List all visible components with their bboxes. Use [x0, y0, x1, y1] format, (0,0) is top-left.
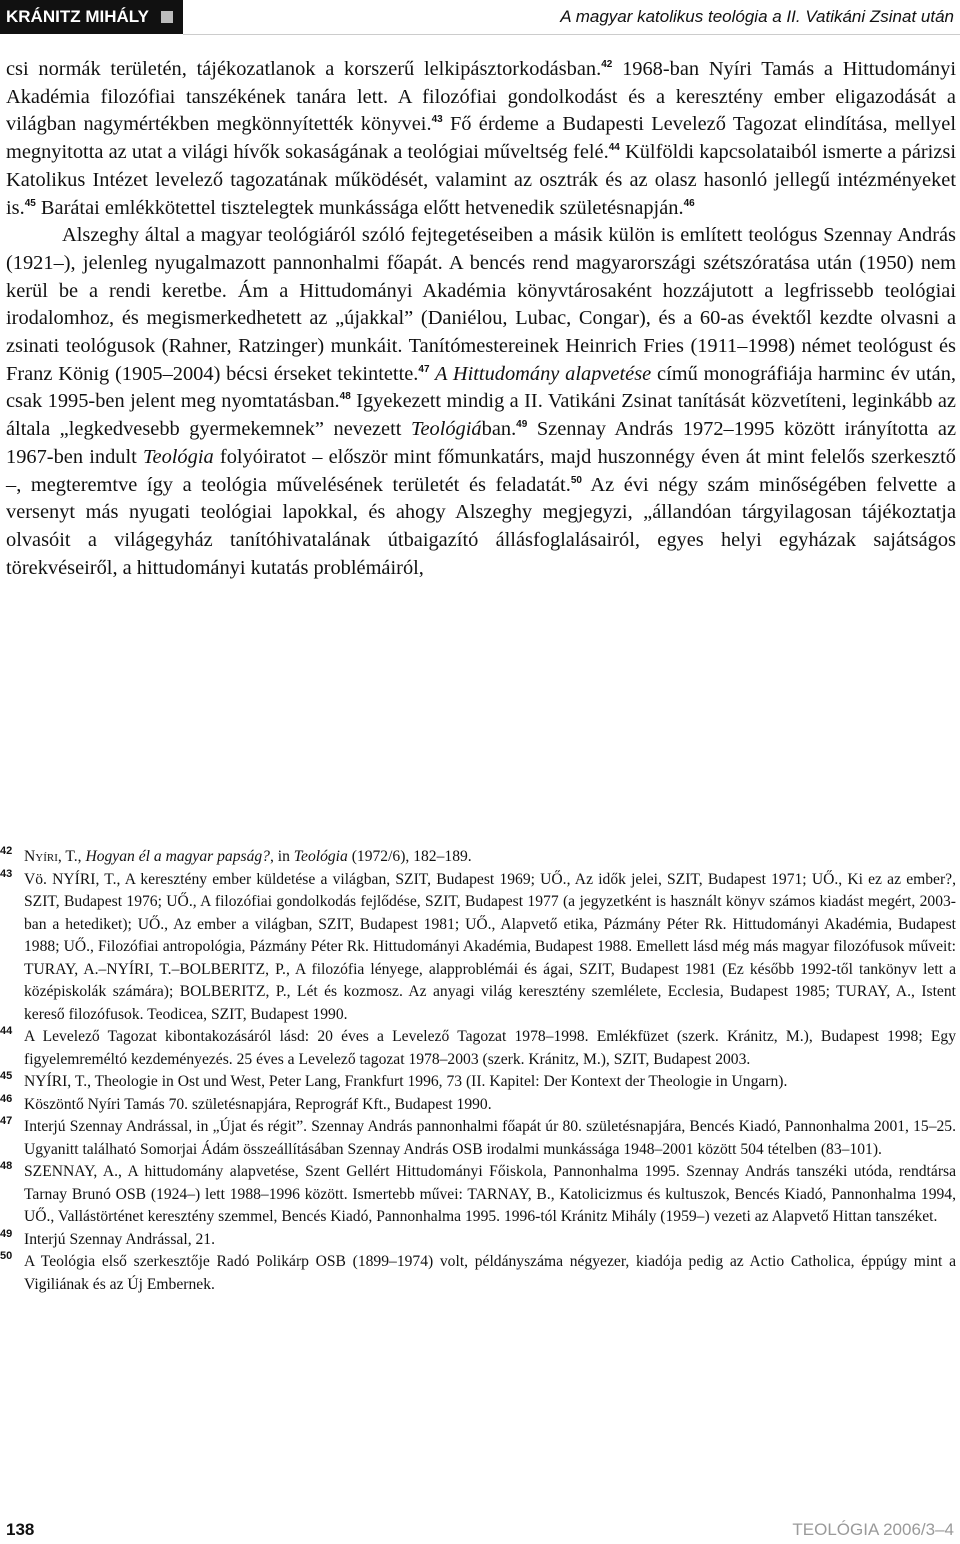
footnote-ref-45[interactable]: 45	[24, 197, 36, 209]
footnote-number: 48	[0, 1160, 13, 1172]
footnote-number: 44	[0, 1025, 13, 1037]
running-head-author	[0, 0, 183, 34]
footnote-44	[0, 1025, 956, 1071]
footnote-text: Vö. NYÍRI, T., A keresztény ember küldetése a világban, SZIT, Budapest 1969; UŐ., Az idők jelei, SZIT, Budapest 1971; UŐ., Ki ez az ember?, SZIT, Budapest 1976; UŐ., A filozófiai gondolkodás fejlődése, SZIT, Budapest 1977 (a jegyzetként is használt könyv számos kiadást megért, 2003-ban a hetediket); UŐ., Az ember a világban, SZIT, Budapest 1981; UŐ., Alapvető etika, Pázmány Péter Rk. Hittudományi Akadémia, Budapest 1988; UŐ., Filozófiai antropológia, Pázmány Péter Rk. Hittudományi Akadémia, Budapest 1988. Emellett lásd még más magyar filozófusok műveit: TURAY, A.–NYÍRI, T.–BOLBERITZ, P., A filozófia lényege, alapproblémái és ágai, SZIT, Budapest 1981 (Ez később 1992-től tankönyv lett a középiskolák számára); BOLBERITZ, P., Lét és kozmosz. Az anyagi világ keresztény szemlélete, Ecclesia, Budapest 1985; TURAY, A., Istent kereső filozófusok. Teodicea, SZIT, Budapest 1990.	[24, 870, 956, 1023]
paragraph-2	[6, 222, 956, 582]
footnote-text: Köszöntő Nyíri Tamás 70. születésnapjára, Reprográf Kft., Budapest 1990.	[24, 1095, 492, 1113]
footnote-number: 47	[0, 1115, 13, 1127]
journal-name: Teológiá	[410, 418, 482, 441]
p1-text-c: Fő érdeme a Budapesti Levelező Tagozat elindítása, mellyel megnyitotta az utat a világi hívők sokaságának a teológiai műveltség felé.	[6, 113, 956, 164]
footnote-47	[0, 1115, 956, 1161]
fn42-in: , in	[269, 848, 294, 865]
p1-text-e: Barátai emlékkötettel tisztelegtek munkássága előtt hetvenedik születésnapján.	[35, 196, 684, 219]
footnote-number: 49	[0, 1227, 13, 1240]
p2-text-f: ban.	[481, 418, 517, 441]
footnote-ref-49[interactable]: 49	[516, 419, 528, 431]
footnote-text: A Levelező Tagozat kibontakozásáról lásd: 20 éves a Levelező Tagozat 1978–1998. Emlékfüzet (szerk. Kránitz, M.), Budapest 1998; Egy figyelemreméltó kezdeményezés. 25 éves a Levelező tagozat 1978–2003 (szerk. Kránitz, M.), SZIT, Budapest 2003.	[24, 1028, 956, 1068]
p2-text-g: Szennay András 1972–1995 között irányította az 1967-ben indult	[6, 418, 956, 468]
footnote-ref-50[interactable]: 50	[570, 474, 582, 486]
footnote-text: A Teológia első szerkesztője Radó Polikárp OSB (1899–1974) volt, példányszáma négyezer, kiadója pedig az Actio Catholica, éppúgy mint a Vigiliának és az Új Embernek.	[24, 1253, 956, 1293]
fn42-pages: (1972/6), 182–189.	[347, 848, 472, 865]
fn42-journal: Teológia	[293, 848, 348, 865]
fn42-sep: ,	[77, 848, 86, 865]
footnotes	[0, 845, 956, 1296]
footnote-ref-42[interactable]: 42	[601, 59, 613, 70]
running-head-title: A magyar katolikus teológia a II. Vatikáni Zsinat után	[183, 0, 960, 35]
footnote-text: Interjú Szennay Andrással, in „Újat és régit”. Szennay András pannonhalmi főapát úr 80. születésnapjára, Bencés Kiadó, Pannonhalma 2001, 15–25. Ugyanitt található Somorjai Ádám összeállításában Szennay András OSB irodalmi munkássága 1948–2001 között 504 tételben (83–101).	[24, 1118, 956, 1158]
footnote-text: Interjú Szennay Andrással, 21.	[24, 1230, 215, 1248]
p2-text-i: folyóiratot – először mint főmunkatárs, majd huszonnégy éven át mint felelős szerkesztő –, megteremtve így a teológia művelésének területét és feladatát.	[6, 445, 956, 496]
footnote-number: 45	[0, 1070, 13, 1082]
footnote-48	[0, 1160, 956, 1229]
footnote-number: 46	[0, 1092, 13, 1105]
page-footer	[0, 1516, 960, 1544]
p1-text-b: 1968-ban Nyíri Tamás a Hittudományi Akadémia filozófiai tanszékének tanára lett. A filozófiai gondolkodást és a keresztény ember eligazodását a világban nagymértékben megkönnyítették könyvei.	[6, 58, 956, 136]
footnote-number: 42	[0, 845, 13, 857]
fn42-author: Nyíri, T.	[24, 848, 78, 865]
footnote-number: 43	[0, 867, 13, 880]
footnote-text: SZENNAY, A., A hittudomány alapvetése, Szent Gellért Hittudományi Főiskola, Pannonhalma 1995. Szennay András tanszéki utóda, rendtársa Tarnay Brunó OSB (1924–) lett 1988–1996 között. Ismertebb művei: TARNAY, B., Katolicizmus és kultuszok, Bencés Kiadó, Pannonhalma 1994, UŐ., Vallástörténet keresztény szemmel, Bencés Kiadó, Pannonhalma 1995. 1996-tól Kránitz Mihály (1959–) vezeti az Alapvető Hittan tanszéket.	[24, 1163, 956, 1225]
footnote-46	[0, 1092, 956, 1117]
footnote-number: 50	[0, 1250, 13, 1262]
paragraph-1	[6, 56, 956, 222]
footnote-42	[0, 845, 956, 869]
footnote-text: NYÍRI, T., Theologie in Ost und West, Peter Lang, Frankfurt 1996, 73 (II. Kapitel: Der Kontext der Theologie in Ungarn).	[24, 1073, 788, 1090]
book-title: A Hittudomány alapvetése	[429, 362, 652, 385]
footnote-ref-43[interactable]: 43	[431, 114, 443, 126]
footnote-ref-47[interactable]: 47	[418, 363, 430, 375]
footnote-45	[0, 1070, 956, 1094]
p2-text-c: című monográfiája harminc év után, csak 1995-ben jelent meg nyomtatásban.	[6, 362, 956, 413]
journal-issue: TEOLÓGIA 2006/3–4	[792, 1520, 954, 1539]
footnote-ref-44[interactable]: 44	[608, 142, 620, 154]
footnote-50	[0, 1250, 956, 1296]
p1-text-d: Külföldi kapcsolataiból ismerte a párizsi Katolikus Intézet levelező tagozatának működését, valamint az osztrák és az olasz hasonló jellegű intézményeket is.	[6, 141, 957, 219]
page-number: 138	[6, 1520, 35, 1539]
footnote-ref-48[interactable]: 48	[339, 391, 351, 403]
fn42-title: Hogyan él a magyar papság?	[85, 848, 270, 865]
square-icon	[161, 11, 173, 23]
footnote-49	[0, 1227, 956, 1252]
main-text	[6, 56, 956, 582]
footnote-43	[0, 867, 956, 1027]
footnote-ref-46[interactable]: 46	[683, 197, 695, 209]
page-header	[0, 0, 960, 34]
p2-text-a: Alszeghy által a magyar teológiáról szóló fejtegetéseiben a másik külön is említett teológus Szennay András (1921–), jelenleg nyugalmazott pannonhalmi főapát. A bencés rend magyarországi szétszóratása után (1950) nem kerül be a rendi keretbe. Ám a Hittudományi Akadémia könyvtárosaként hozzájutott a legfrissebb teológiai irodalomhoz, és megismerkedhetett az „újakkal” (Daniélou, Lubac, Congar), és a 60-as évektől kezdte olvasni a zsinati teológusok (Rahner, Ratzinger) munkáit. Tanítómestereinek Heinrich Fries (1911–1998) német teológust és Franz König (1905–2004) bécsi érseket tekintette.	[6, 224, 956, 385]
journal-name: Teológia	[143, 445, 214, 468]
p2-text-j: Az évi négy szám minőségében felvette a versenyt más nyugati teológiai lapokkal, és ahogy Alszeghy megjegyzi, „állandóan tárgyilagosan tájékoztatja olvasóit a világegyház tanítóhivatalának útbaigazító állásfoglalásairól, egyes helyi egyházak sajátságos törekvéseiről, a hittudományi kutatás problémáiról,	[6, 473, 956, 579]
p1-text-a: csi normák területén, tájékozatlanok a korszerű lelkipásztorkodásban.	[6, 58, 602, 80]
p2-text-d: Igyekezett mindig a II. Vatikáni Zsinat tanítását közvetíteni, leginkább az általa „legkedvesebb gyermekemnek” nevezett	[6, 390, 956, 441]
author-name: KRÁNITZ MIHÁLY	[6, 7, 149, 26]
